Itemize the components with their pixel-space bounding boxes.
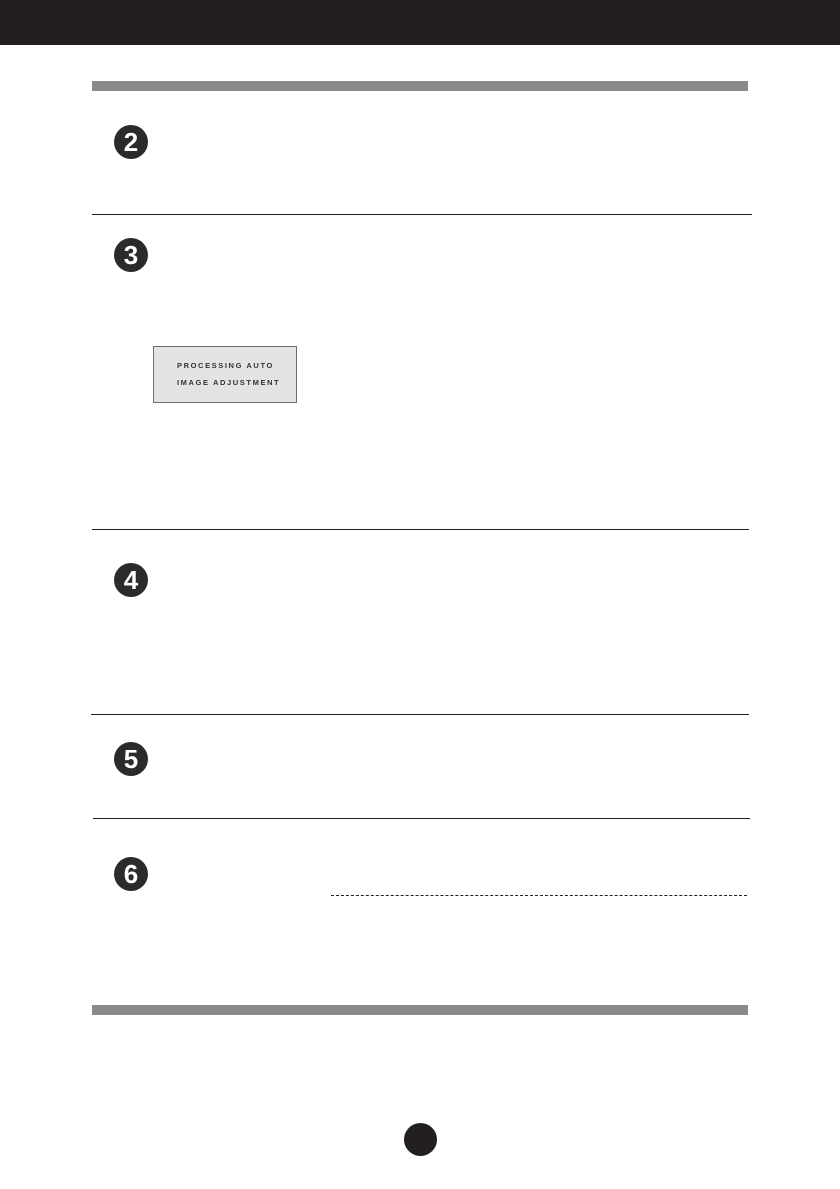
dashed-rule (331, 895, 747, 896)
step-5-badge-icon: 5 (114, 742, 148, 776)
page-number-badge-icon (404, 1123, 437, 1156)
section-divider (93, 818, 750, 819)
section-bottom-bar (92, 1005, 748, 1015)
section-top-bar (92, 81, 748, 91)
section-divider (92, 529, 749, 530)
step-6-badge-icon: 6 (114, 857, 148, 891)
section-divider (91, 714, 749, 715)
section-divider (92, 214, 752, 215)
osd-message-line: IMAGE ADJUSTMENT (177, 378, 281, 387)
header-bar (0, 0, 840, 45)
step-2-badge-icon: 2 (114, 125, 148, 159)
osd-message-line: PROCESSING AUTO (177, 361, 274, 370)
step-4-badge-icon: 4 (114, 563, 148, 597)
osd-message-box (153, 346, 297, 403)
step-3-badge-icon: 3 (114, 238, 148, 272)
